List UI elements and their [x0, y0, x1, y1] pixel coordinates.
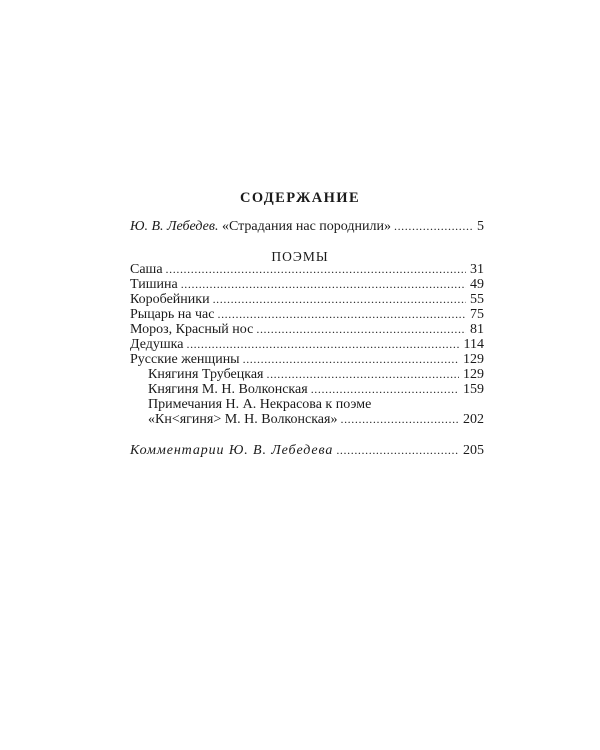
dot-leader	[266, 367, 459, 382]
dot-leader	[311, 382, 459, 397]
dot-leader	[181, 277, 466, 292]
toc-page-number: 159	[463, 382, 484, 397]
toc-entry-poem[interactable]	[130, 322, 484, 337]
dot-leader	[186, 337, 459, 352]
toc-entry-poem[interactable]	[130, 352, 484, 367]
toc-page-number: 31	[470, 262, 484, 277]
dot-leader	[217, 307, 466, 322]
toc-sub-entry[interactable]	[148, 367, 484, 382]
toc-entry-label	[130, 219, 394, 234]
toc-page-number: 114	[463, 337, 484, 352]
toc-entry-label: Тишина	[130, 277, 178, 292]
toc-page-number: 5	[477, 219, 484, 234]
toc-entry-label: Рыцарь на час	[130, 307, 215, 322]
intro-text: «Страдания нас породнили»	[221, 219, 391, 234]
toc-entry-label: Русские женщины	[130, 352, 240, 367]
toc-entry-poem[interactable]	[130, 292, 484, 307]
toc-entry-poem[interactable]	[130, 262, 484, 277]
notes-line-1: Примечания Н. А. Некрасова к поэме	[148, 397, 372, 412]
toc-page-number: 129	[463, 367, 484, 382]
toc-entry-label: «Кн<ягиня> М. Н. Волконская»	[148, 412, 338, 427]
toc-entry-label: Дедушка	[130, 337, 184, 352]
intro-author: Ю. В. Лебедев.	[130, 219, 219, 234]
dot-leader	[336, 443, 459, 458]
toc-entry-label: Княгиня М. Н. Волконская	[148, 382, 308, 397]
toc-sub-entry[interactable]	[148, 382, 484, 397]
toc-entry-poem[interactable]	[130, 277, 484, 292]
toc-entry-commentary[interactable]	[130, 443, 484, 458]
toc-entry-poem[interactable]	[130, 307, 484, 322]
toc-entry-poem[interactable]	[130, 337, 484, 352]
toc-entry-label: Саша	[130, 262, 163, 277]
section-title-poems: ПОЭМЫ	[271, 249, 329, 264]
toc-page-number: 49	[470, 277, 484, 292]
toc-page-number: 129	[463, 352, 484, 367]
toc-sub-entry-notes[interactable]	[148, 412, 484, 427]
toc-entry-label: Коробейники	[130, 292, 210, 307]
toc-page-number: 55	[470, 292, 484, 307]
dot-leader	[394, 219, 473, 234]
contents-title: СОДЕРЖАНИЕ	[239, 190, 361, 206]
toc-entry-label: Княгиня Трубецкая	[148, 367, 264, 382]
toc-page-number: 81	[470, 322, 484, 337]
dot-leader	[243, 352, 459, 367]
toc-entry-label: Мороз, Красный нос	[130, 322, 254, 337]
dot-leader	[213, 292, 466, 307]
toc-entry-label: Комментарии Ю. В. Лебедева	[130, 443, 334, 458]
toc-page-number: 75	[470, 307, 484, 322]
toc-page-number: 202	[463, 412, 484, 427]
toc-entry-intro[interactable]	[130, 219, 484, 234]
dot-leader	[340, 412, 459, 427]
dot-leader	[256, 322, 466, 337]
dot-leader	[166, 262, 466, 277]
toc-page-number: 205	[463, 443, 484, 458]
